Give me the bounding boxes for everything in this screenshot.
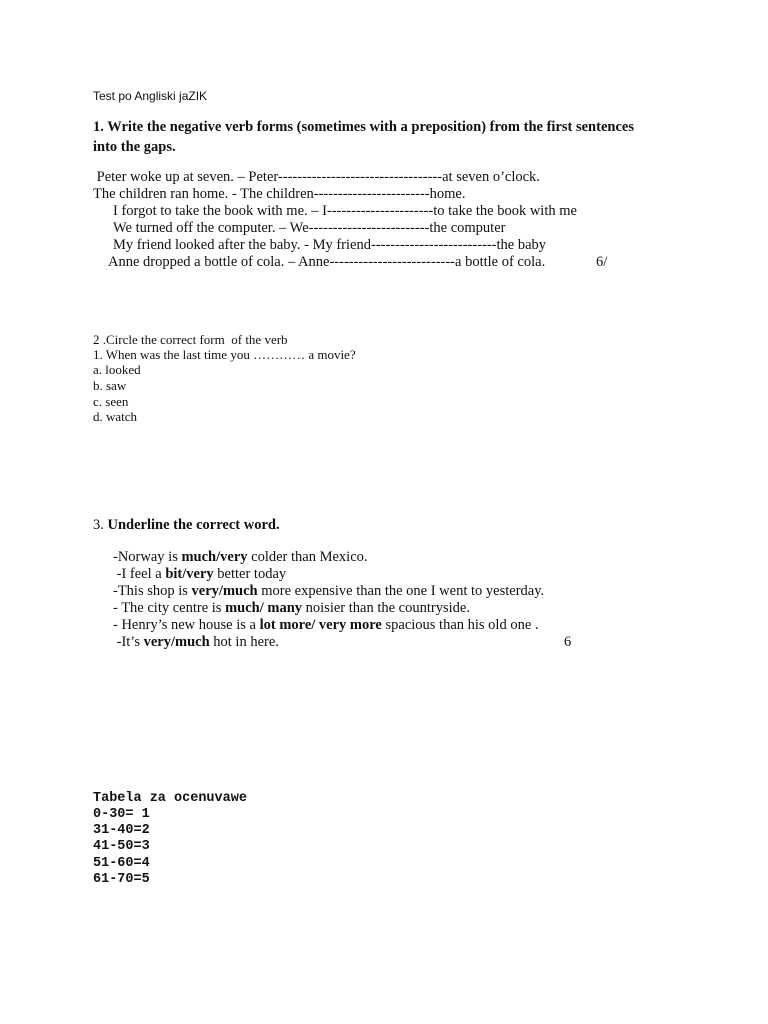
grading-table-title: Tabela za ocenuvawe: [93, 791, 247, 806]
answer-option: a. looked: [93, 362, 141, 377]
section2-question: 1. When was the last time you ………… a movie?: [93, 347, 356, 362]
exercise1-sentence: My friend looked after the baby. - My friend--------------------------the baby: [113, 237, 547, 253]
word-choice: much/ many: [225, 600, 303, 616]
section1-score: 6/: [596, 254, 608, 270]
exercise3-item: -Norway is much/very colder than Mexico.: [113, 549, 368, 565]
exercise1-sentence: The children ran home. - The children------------------------home.: [93, 186, 466, 202]
word-choice: very/much: [191, 583, 258, 599]
document-title: Test po Angliski jaZIK: [93, 89, 208, 103]
grading-row: 41-50=3: [93, 839, 150, 854]
exercise3-item: - Henry’s new house is a lot more/ very more spacious than his old one .: [113, 617, 539, 633]
section3-heading: [93, 518, 280, 533]
exercise1-sentence: Anne dropped a bottle of cola. – Anne--------------------------a bottle of cola.: [108, 254, 546, 270]
word-choice: lot more/ very more: [259, 617, 382, 633]
answer-option: c. seen: [93, 394, 129, 409]
section1-heading-line2: into the gaps.: [93, 139, 176, 155]
exercise1-sentence: Peter woke up at seven. – Peter----------------------------------at seven o’clock.: [93, 169, 540, 185]
exercise3-item: -It’s very/much hot in here.: [113, 634, 279, 650]
section3-score: 6: [564, 634, 572, 650]
grading-row: 51-60=4: [93, 856, 150, 871]
exercise1-sentence: We turned off the computer. – We-------------------------the computer: [113, 220, 506, 236]
answer-option: d. watch: [93, 409, 138, 424]
exercise1-sentence: I forgot to take the book with me. – I----------------------to take the book with me: [113, 203, 577, 219]
section1-heading-line1: 1. Write the negative verb forms (sometimes with a preposition) from the first sentences: [93, 119, 634, 135]
answer-option: b. saw: [93, 378, 127, 393]
grading-row: 61-70=5: [93, 872, 150, 887]
section3-heading-text: Underline the correct word.: [103, 517, 280, 533]
exercise3-item: - The city centre is much/ many noisier than the countryside.: [113, 600, 470, 616]
grading-row: 0-30= 1: [93, 807, 150, 822]
word-choice: very/much: [143, 634, 210, 650]
exercise3-item: -I feel a bit/very better today: [113, 566, 287, 582]
exercise3-item: -This shop is very/much more expensive than the one I went to yesterday.: [113, 583, 545, 599]
section3-number: 3.: [93, 517, 104, 533]
grading-row: 31-40=2: [93, 823, 150, 838]
word-choice: much/very: [181, 549, 248, 565]
section2-heading: 2 .Circle the correct form of the verb: [93, 332, 288, 347]
word-choice: bit/very: [165, 566, 214, 582]
